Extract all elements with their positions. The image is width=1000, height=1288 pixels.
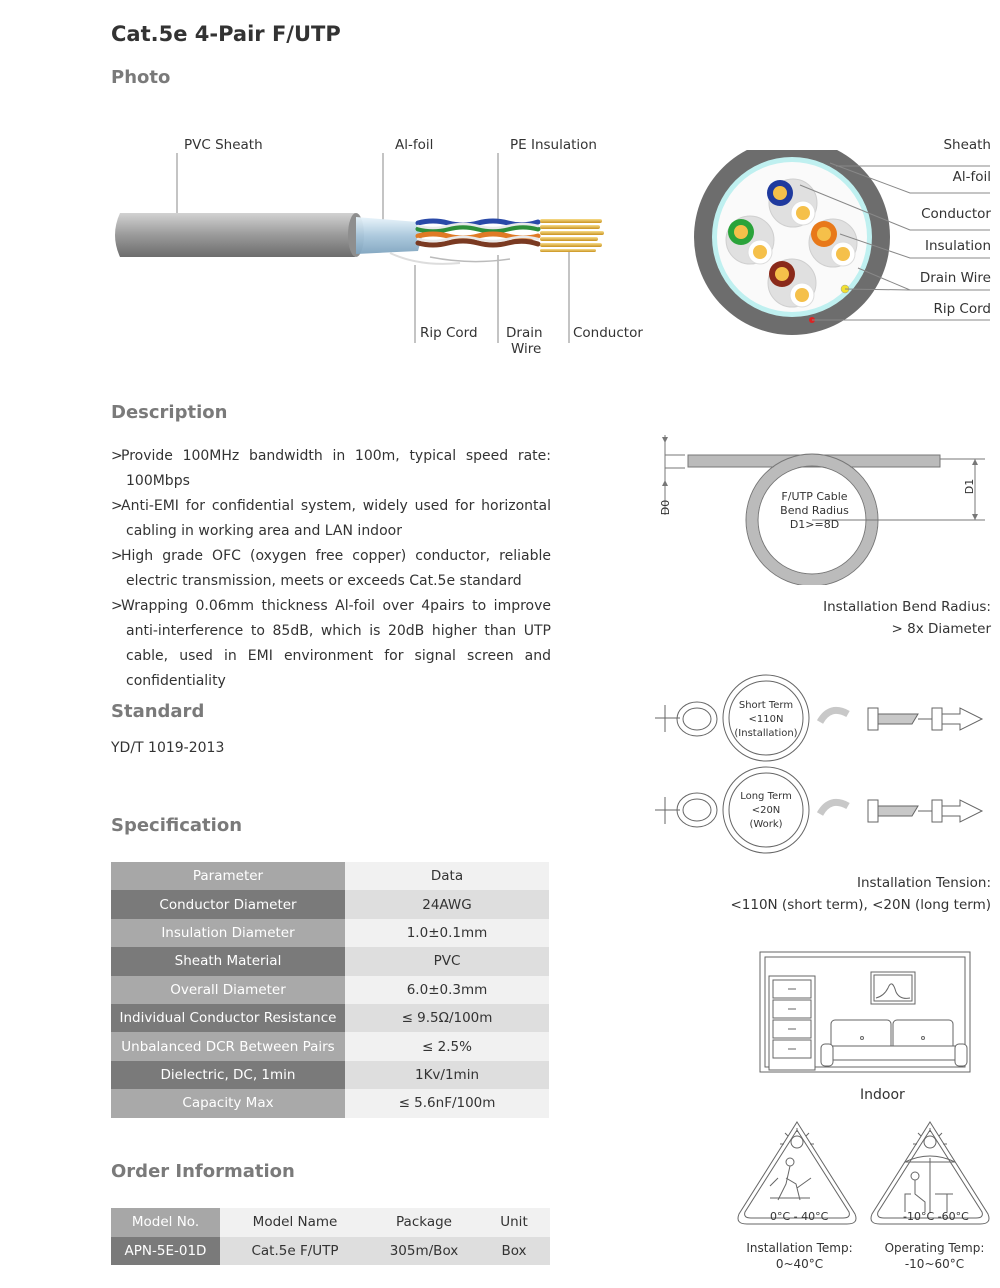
order-table [111,1208,550,1265]
xs-label-al-foil: Al-foil [952,169,991,185]
order-header-model-no: Model No. [111,1208,220,1237]
label-drain: Drain [506,325,543,341]
table-row [111,919,549,947]
operate-temp-range: -10°C -60°C [903,1210,969,1223]
description-item: >High grade OFC (oxygen free copper) conductor, reliable electric transmission, meets or exceeds Cat.5e standard [111,548,551,589]
spec-value: 24AWG [345,890,549,918]
spec-param: Dielectric, DC, 1min [111,1061,345,1089]
spec-param: Insulation Diameter [111,919,345,947]
description-item: >Provide 100MHz bandwidth in 100m, typical speed rate: 100Mbps [111,448,551,489]
xs-label-conductor: Conductor [921,206,991,222]
xs-label-rip-cord: Rip Cord [933,301,991,317]
table-header-row [111,1208,550,1237]
spec-value: ≤ 2.5% [345,1032,549,1060]
tension-short-text: Short Term <110N (Installation) [734,700,798,739]
spec-param: Sheath Material [111,947,345,975]
description-list [111,444,551,694]
section-specification-heading: Specification [111,815,243,836]
xs-label-insulation: Insulation [924,238,991,254]
label-wire: Wire [511,341,542,357]
label-al-foil: Al-foil [395,137,434,153]
spec-header-data: Data [345,862,549,890]
spec-value: 1Kv/1min [345,1061,549,1089]
xs-label-drain-wire: Drain Wire [919,270,991,286]
bend-inner-text: F/UTP Cable Bend Radius D1>=8D [780,490,849,531]
order-package: 305m/Box [370,1237,478,1266]
bend-d0-label: D0 [659,499,673,516]
table-row [111,1061,549,1089]
label-pvc-sheath: PVC Sheath [184,137,263,153]
spec-param: Conductor Diameter [111,890,345,918]
section-standard-heading: Standard [111,701,205,722]
bend-d1-label: D1 [963,478,977,495]
label-conductor: Conductor [573,325,643,341]
description-item: >Anti-EMI for confidential system, widely used for horizontal cabling in working area and LAN indoor [111,498,551,539]
spec-param: Individual Conductor Resistance [111,1004,345,1032]
page-title: Cat.5e 4-Pair F/UTP [111,22,341,46]
section-description-heading: Description [111,402,228,423]
label-pe-insulation: PE Insulation [510,137,597,153]
table-row [111,890,549,918]
spec-param: Overall Diameter [111,976,345,1004]
spec-param: Capacity Max [111,1089,345,1117]
spec-value: ≤ 5.6nF/100m [345,1089,549,1117]
order-header-model-name: Model Name [220,1208,370,1237]
table-header-row [111,862,549,890]
xs-label-sheath: Sheath [943,137,991,153]
section-order-heading: Order Information [111,1161,295,1182]
spec-value: 1.0±0.1mm [345,919,549,947]
table-row [111,1237,550,1266]
order-model-no: APN-5E-01D [111,1237,220,1266]
standard-value: YD/T 1019-2013 [111,740,225,756]
bend-caption: Installation Bend Radius: > 8x Diameter [823,599,991,637]
spec-table [111,862,549,1118]
spec-header-parameter: Parameter [111,862,345,890]
order-header-unit: Unit [478,1208,550,1237]
indoor-illustration [755,950,975,1080]
section-photo-heading: Photo [111,67,171,88]
table-row [111,947,549,975]
table-row [111,1004,549,1032]
tension-long-text: Long Term <20N (Work) [740,791,792,830]
spec-value: PVC [345,947,549,975]
order-header-package: Package [370,1208,478,1237]
tension-diagram [650,670,995,860]
table-row [111,1032,549,1060]
tension-caption: Installation Tension: <110N (short term), <20N (long term) [730,875,991,913]
spec-value: 6.0±0.3mm [345,976,549,1004]
spec-param: Unbalanced DCR Between Pairs [111,1032,345,1060]
table-row [111,1089,549,1117]
indoor-label: Indoor [860,1087,905,1103]
label-rip-cord: Rip Cord [420,325,478,341]
order-unit: Box [478,1237,550,1266]
description-item: >Wrapping 0.06mm thickness Al-foil over 4pairs to improve anti-interference to 85dB, which is 20dB higher than UTP cable, used in EMI environment for signal screen and confidentiality [111,598,551,689]
operate-temp-caption: Operating Temp: -10~60°C [884,1241,985,1271]
spec-value: ≤ 9.5Ω/100m [345,1004,549,1032]
table-row [111,976,549,1004]
install-temp-range: 0°C - 40°C [770,1210,829,1223]
install-temp-caption: Installation Temp: 0~40°C [746,1241,853,1271]
order-model-name: Cat.5e F/UTP [220,1237,370,1266]
